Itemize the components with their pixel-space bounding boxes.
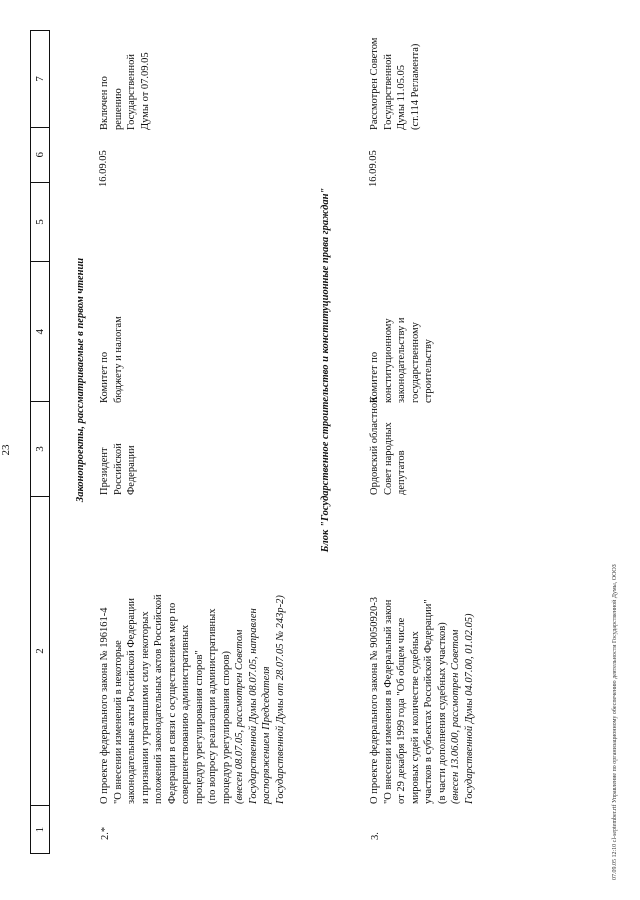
desc-line: от 29 декабря 1999 года "Об общем числе [396,617,407,804]
status-line: (ст.114 Регламента) [409,43,421,130]
desc-line: положений законодательных актов Российской [153,594,164,804]
desc-line: (в части дополнения судебных участков) [436,622,448,804]
status-cell [368,30,422,130]
column-header-7: 7 [34,76,46,82]
status-line: Государственной [382,54,394,130]
committee-line: бюджету и налогам [112,316,124,403]
column-header-6: 6 [31,127,49,182]
status-line: Включен по [99,76,110,130]
initiator-line: Ордовский областной [369,397,380,495]
page-number: 23 [0,444,12,456]
status-line: Думы от 07.09.05 [139,52,151,130]
committee-cell [368,293,436,403]
desc-line: процедур урегулирования споров) [220,651,232,804]
desc-line: процедур урегулирования споров" [193,650,205,804]
initiator-line: депутатов [396,450,407,495]
status-line: решению [112,88,124,130]
committee-line: Комитет по [369,351,380,403]
row-number: 2.* [100,826,111,840]
committee-cell [98,293,125,403]
row-description [368,514,476,804]
desc-italic-line: (внесен 13.06.00, рассмотрен Советом [450,629,461,804]
desc-line: О проекте федерального закона № 90050920-3 [369,596,380,804]
committee-line: строительству [423,339,434,403]
date-cell: 16.09.05 [368,150,379,187]
status-line: Государственной [126,54,137,130]
section-heading-block: Блок "Государственное строительство и конституционные права граждан" [320,187,331,553]
committee-line: государственному [409,322,421,403]
desc-italic-line: распоряжением Председателя [261,666,272,804]
desc-line: "О внесении изменений в некоторые [112,640,124,804]
column-header-2: 2 [31,496,49,805]
row-description [98,514,287,804]
desc-line: "О внесении изменения в Федеральный закон [382,599,394,804]
initiator-line: Президент [99,447,110,495]
desc-italic-line: Государственной Думы от 28.07.05 № 243р-2) [274,595,286,804]
initiator-cell [368,397,409,495]
initiator-line: Федерации [126,445,137,495]
desc-line: и признании утратившими силу некоторых [139,611,151,804]
desc-line: О проекте федерального закона № 196161-4 [99,607,110,804]
desc-line: совершенствованию административных [180,624,191,804]
desc-line: Федерации в связи с осуществлением мер по [166,602,178,804]
desc-line: законодательные акты Российской Федерации [126,597,137,804]
status-line: Думы 11.05.05 [396,65,407,130]
column-header-4: 4 [31,261,49,401]
desc-line: мировых судей и количестве судебных [409,631,421,804]
status-line: Рассмотрен Советом [369,37,380,130]
desc-line: (по вопросу реализации административных [207,608,218,804]
desc-italic-line: Государственной Думы 04.07.00, 01.02.05) [463,613,475,804]
initiator-line: Совет народных [382,422,394,495]
committee-line: законодательству и [396,317,407,403]
column-header-3: 3 [31,401,49,496]
desc-italic-line: Государственной Думы 08.07.05, направлен [247,608,259,804]
footer-note: 07.09.05 12:10 cl-september.rtf Управление по организационному обеспечению деятельности Государственной Думы, ОООЗ [612,564,618,880]
committee-line: Комитет по [99,351,110,403]
initiator-cell [98,411,139,495]
desc-line: участков в субъектах Российской Федерации" [423,599,434,804]
date-cell: 16.09.05 [98,150,109,187]
column-header-1: 1 [31,805,49,853]
committee-line: конституционному [382,318,394,403]
column-header-row [30,30,50,854]
row-number: 3. [370,832,381,840]
status-cell [98,30,152,130]
section-heading-first-reading: Законопроекты, рассматриваемые в первом чтении [75,257,86,503]
desc-italic-line: (внесен 08.07.05, рассмотрен Советом [234,629,245,804]
column-header-5: 5 [31,182,49,262]
initiator-line: Российской [112,443,124,495]
